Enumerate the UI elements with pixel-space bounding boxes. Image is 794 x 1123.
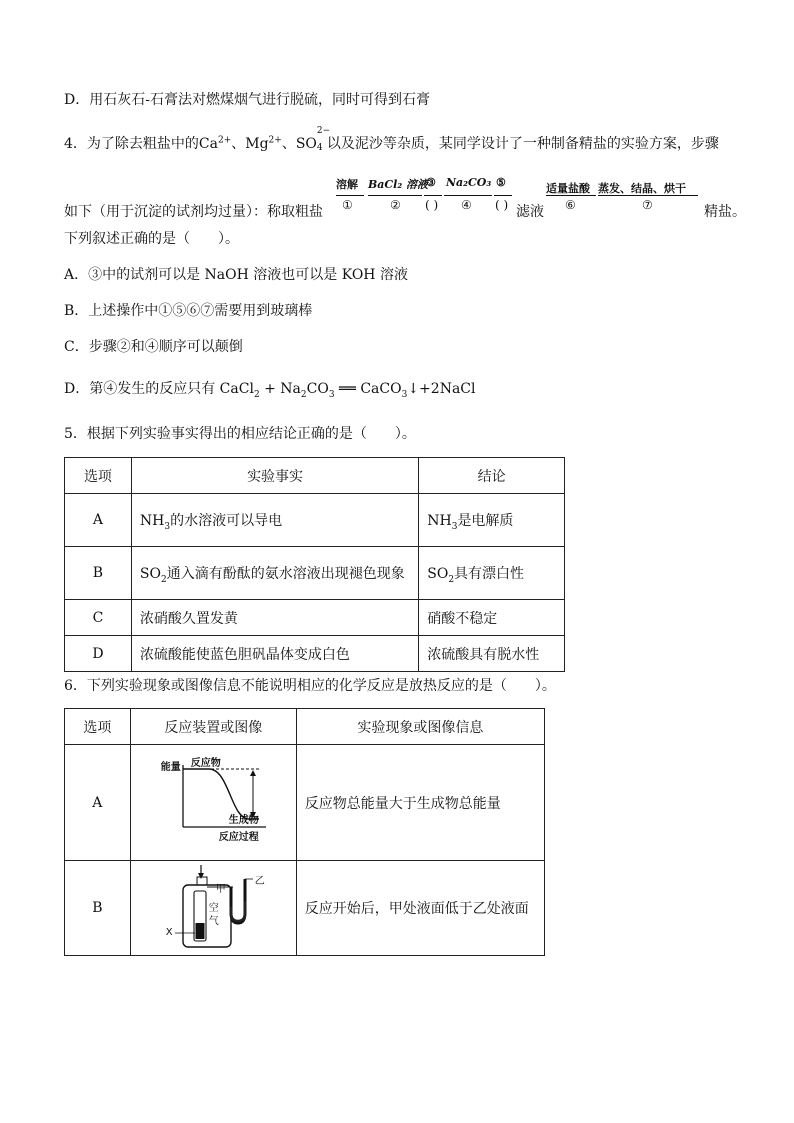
q6-header-apparatus: 反应装置或图像 [130,709,296,745]
table-row [65,547,565,600]
graph-y-label: 能量 [160,762,181,773]
q5-row-c-fact: 浓硝酸久置发黄 [131,600,418,636]
flow-step3-label: ③ [426,176,436,189]
q4-option-c: C．步骤②和④顺序可以颠倒 [64,339,243,355]
q5-row-b-fact [131,547,418,600]
q6-table [64,708,545,956]
flow-step2-num: ② [390,198,401,212]
q6-stem: 6．下列实验现象或图像信息不能说明相应的化学反应是放热反应的是（ ）。 [64,678,556,694]
q5-b-fact-pre: SO [139,566,161,582]
flow-step1-label: 溶解 [336,178,358,191]
q5-row-d-conclusion: 浓硫酸具有脱水性 [419,636,565,672]
q6-header-option: 选项 [65,709,131,745]
q4-d-pre: D．第④发生的反应只有 CaCl [64,381,254,397]
q5-a-fact-post: 的水溶液可以导电 [170,513,283,529]
q4-d-mid1: + Na [259,381,301,397]
table-row [65,636,565,672]
flow-step6-arrow [546,195,596,196]
q5-b-concl-sub: 2 [448,574,455,585]
energy-diagram [131,745,296,860]
q5-header-fact: 实验事实 [131,458,418,494]
q5-a-concl-pre: NH [427,513,452,529]
label-yi: 乙 [254,876,265,887]
q5-row-a-option: A [65,494,132,547]
flow-step4-num: ④ [461,198,472,212]
q4-sep1: 、Mg [231,136,269,152]
gap-arrow-up-head [250,770,256,776]
u-tube-liquid [231,901,245,921]
flow-step7-arrow [598,195,698,196]
q4-line2-pre: 如下（用于沉淀的试剂均过量）：称取粗盐 [64,204,323,220]
q6-row-b-apparatus-cell [130,861,296,956]
q5-row-d-option: D [65,636,132,672]
table-row [65,861,545,956]
table-row [65,494,565,547]
q4-option-a: A．③中的试剂可以是 NaOH 溶液也可以是 KOH 溶液 [64,267,408,283]
q4-sep2: 、SO [281,136,317,152]
q4-stem-line1: 4．为了除去粗盐中的$Ca^{2+}$、$Mg^{2+}$、SO 2− 4 以及泥沙等杂质，某同学设计了一种制备精盐的实验方案，步骤 [64,126,719,153]
label-x: X [165,927,173,938]
q4-option-b: B．上述操作中①⑤⑥⑦需要用到玻璃棒 [64,303,313,319]
q5-header-option: 选项 [65,458,132,494]
q5-row-c-option: C [65,600,132,636]
table-row [65,745,545,861]
flow-step1-arrow [336,195,364,196]
q6-row-a-graph-cell [130,745,296,861]
q4-d-sub4: 3 [401,389,408,400]
table-row [65,600,565,636]
apparatus-diagram [131,861,296,955]
q4-line1-post: 以及泥沙等杂质，某同学设计了一种制备精盐的实验方案，步骤 [326,136,719,152]
flow-step5-arrow [494,195,512,196]
q4-line2-mid: 滤液 [516,204,544,220]
stopper [197,877,207,885]
flow-step7-label: 蒸发、结晶、烘干 [598,182,686,195]
q5-row-c-conclusion: 硝酸不稳定 [419,600,565,636]
q4-stem-question: 下列叙述正确的是（ ）。 [64,231,239,247]
q5-row-b-conclusion [419,547,565,600]
q5-row-a-fact [131,494,418,547]
q6-row-b-option: B [65,861,131,956]
q6-header-info: 实验现象或图像信息 [296,709,544,745]
u-tube [231,879,245,923]
flow-step7-num: ⑦ [642,198,653,212]
flow-step5-label: ⑤ [496,176,506,189]
reactant-x-fill [195,923,204,939]
flow-step2-label: BaCl₂ 溶液 [368,178,429,191]
q5-b-fact-post: 通入滴有酚酞的氨水溶液出现褪色现象 [166,566,405,582]
q4-d-mid2: CO [306,381,329,397]
q4-d-sub1: 2 [253,389,260,400]
flow-step3-num: ( ) [425,198,439,212]
q5-row-d-fact: 浓硫酸能使蓝色胆矾晶体变成白色 [131,636,418,672]
dropper-arrow-head [198,873,204,879]
q4-d-post: ↓+2NaCl [407,381,476,397]
q5-a-concl-sub: 3 [451,521,458,532]
flow-step3-arrow [424,195,442,196]
graph-x-label: 反应过程 [218,832,259,843]
q6-row-a-info: 反应物总能量大于生成物总能量 [296,745,544,861]
q5-table [64,457,565,672]
q5-header-conclusion: 结论 [419,458,565,494]
q3-option-d: D．用石灰石-石膏法对燃煤烟气进行脱硫，同时可得到石膏 [64,92,430,108]
mg-charge: 2+ [268,135,282,146]
flow-step5-num: ( ) [495,198,509,212]
label-air-1: 空 [208,903,219,914]
q5-b-fact-sub: 2 [160,574,167,585]
q5-a-fact-pre: NH [139,513,165,529]
graph-product-label: 生成物 [228,815,259,826]
flow-step6-num: ⑥ [565,198,576,212]
label-jia: 甲 [215,884,226,895]
q4-line1-pre: 4．为了除去粗盐中的Ca [64,136,218,152]
graph-reactant-label: 反应物 [190,758,221,769]
flow-step4-arrow [444,195,492,196]
flow-step4-label: Na₂CO₃ [446,176,492,189]
flow-step2-arrow [368,195,422,196]
flow-step1-num: ① [342,198,353,212]
q6-row-a-option: A [65,745,131,861]
q4-d-eq: ══ CaCO [334,381,402,397]
q4-d-sub2: 2 [300,389,307,400]
ca-charge: 2+ [217,135,232,146]
q5-stem: 5．根据下列实验事实得出的相应结论正确的是（ ）。 [64,426,416,442]
q6-row-b-info: 反应开始后，甲处液面低于乙处液面 [296,861,544,956]
q5-row-b-option: B [65,547,132,600]
q4-option-d [64,379,475,399]
q5-b-concl-pre: SO [427,566,449,582]
q5-b-concl-post: 具有漂白性 [454,566,525,582]
flow-step6-label: 适量盐酸 [546,182,590,195]
q4-d-sub3: 3 [328,389,335,400]
q5-a-concl-post: 是电解质 [457,513,514,529]
label-air-2: 气 [208,916,219,927]
q4-line2-post: 精盐。 [704,204,746,220]
q5-a-fact-sub: 3 [164,521,171,532]
q5-row-a-conclusion [419,494,565,547]
